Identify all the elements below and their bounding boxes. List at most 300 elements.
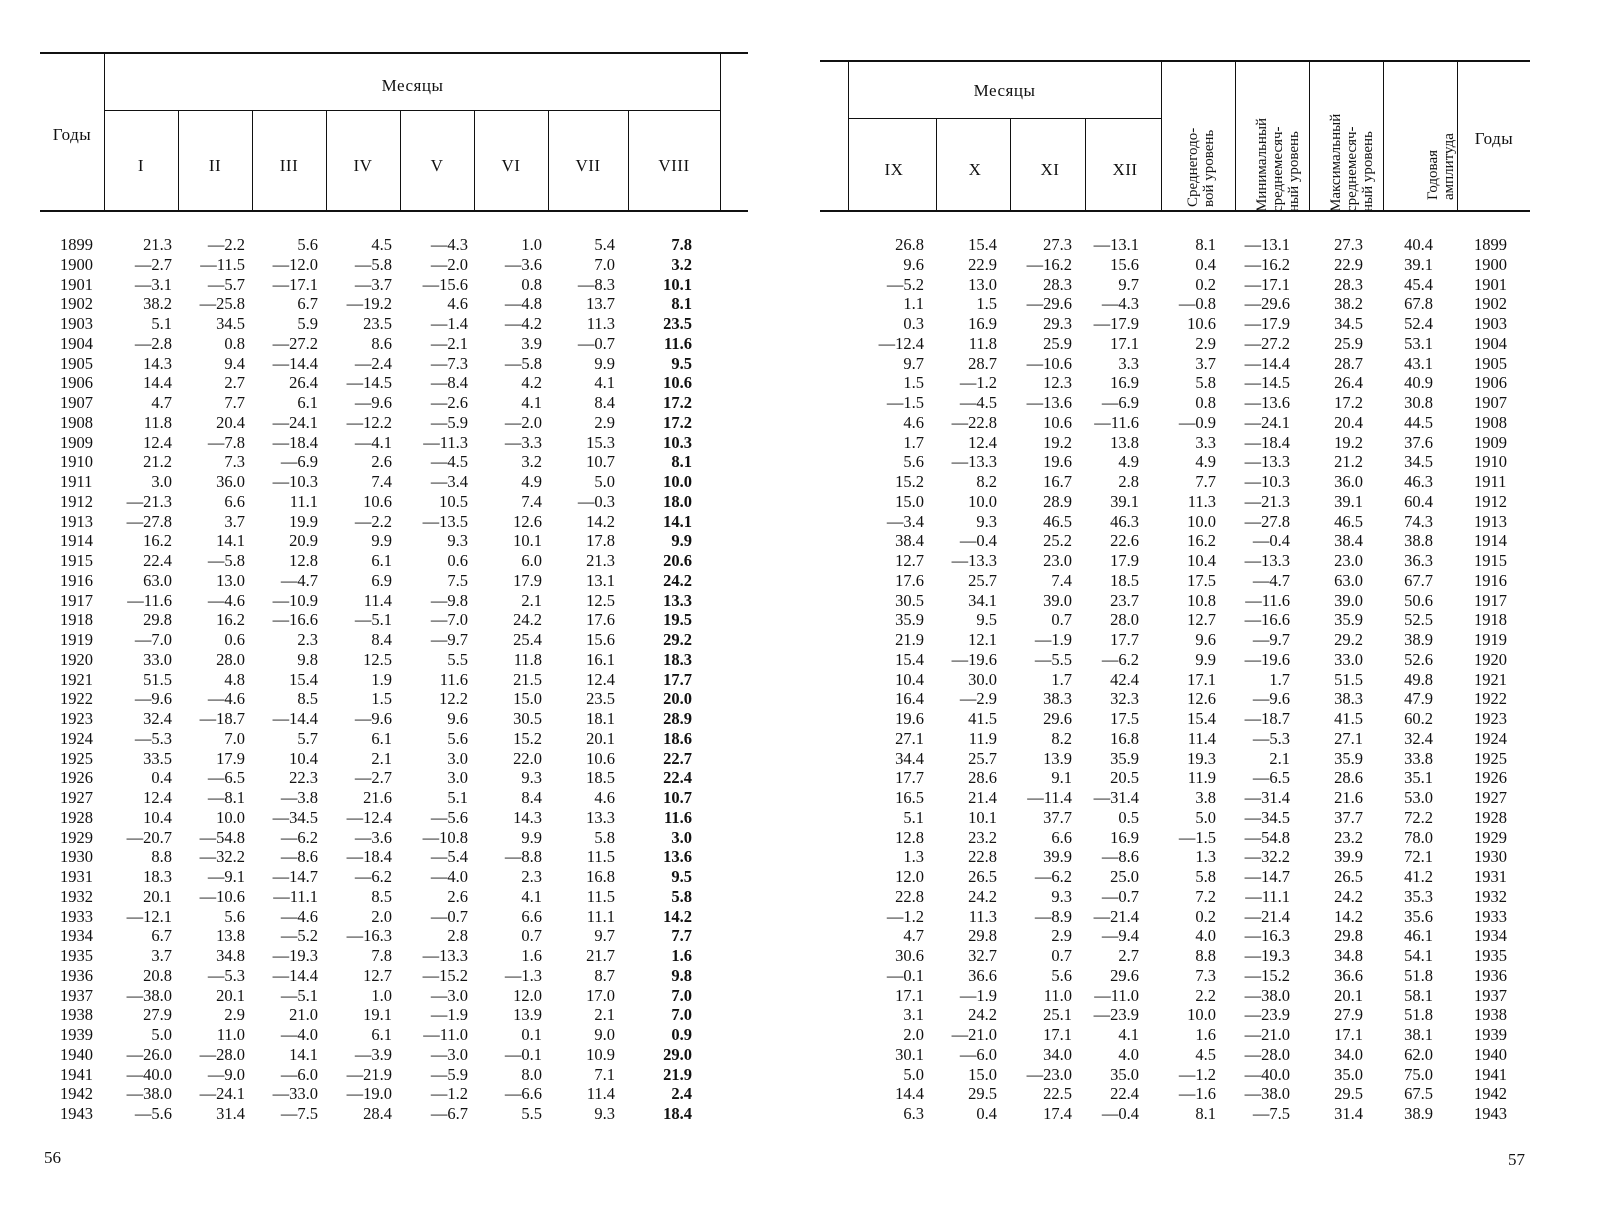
value-cell: 30.5 bbox=[513, 709, 542, 728]
column-divider bbox=[474, 111, 475, 210]
value-cell: —14.5 bbox=[346, 373, 392, 393]
table-row bbox=[0, 275, 790, 295]
value-cell: —0.4 bbox=[1101, 1104, 1139, 1123]
year-cell: 1931 bbox=[60, 867, 93, 886]
table-row bbox=[0, 334, 790, 354]
value-cell: 6.6 bbox=[224, 491, 245, 511]
value-cell: 10.4 bbox=[143, 807, 172, 827]
value-cell: 29.6 bbox=[1043, 709, 1072, 728]
value-cell: 9.8 bbox=[671, 965, 692, 985]
value-cell: 11.1 bbox=[289, 491, 318, 511]
year-cell: 1905 bbox=[1474, 353, 1507, 373]
year-cell: 1921 bbox=[1474, 669, 1507, 689]
value-cell: 0.2 bbox=[1195, 906, 1216, 926]
month-header-1: I bbox=[137, 156, 145, 175]
year-cell: 1899 bbox=[60, 235, 93, 254]
value-cell: 6.1 bbox=[297, 393, 318, 412]
value-cell: —10.3 bbox=[1244, 472, 1290, 491]
value-cell: 8.5 bbox=[297, 689, 318, 709]
value-cell: —13.1 bbox=[1244, 235, 1290, 254]
value-cell: 0.2 bbox=[1195, 274, 1216, 294]
column-divider bbox=[252, 111, 253, 210]
year-cell: 1925 bbox=[1474, 748, 1507, 768]
table-row bbox=[820, 1005, 1600, 1025]
value-cell: 25.0 bbox=[1110, 867, 1139, 886]
mean-level-header-line: вой уровень bbox=[1200, 129, 1217, 207]
value-cell: —2.9 bbox=[959, 689, 997, 709]
value-cell: 11.4 bbox=[586, 1084, 615, 1104]
value-cell: —19.6 bbox=[1244, 649, 1290, 669]
value-cell: —21.0 bbox=[951, 1025, 997, 1044]
value-cell: —7.3 bbox=[430, 353, 468, 373]
table-row bbox=[820, 1045, 1600, 1065]
value-cell: 22.7 bbox=[663, 748, 692, 768]
value-cell: 4.6 bbox=[447, 294, 468, 314]
value-cell: 9.8 bbox=[297, 649, 318, 669]
page-number: 57 bbox=[1508, 1150, 1525, 1169]
value-cell: 10.0 bbox=[1187, 511, 1216, 531]
value-cell: —13.3 bbox=[951, 452, 997, 472]
year-cell: 1907 bbox=[60, 393, 93, 412]
value-cell: —5.9 bbox=[430, 412, 468, 432]
value-cell: 8.7 bbox=[594, 965, 615, 985]
value-cell: —1.2 bbox=[959, 373, 997, 393]
value-cell: —13.3 bbox=[422, 946, 468, 965]
value-cell: 17.7 bbox=[895, 768, 924, 788]
value-cell: 2.9 bbox=[224, 1005, 245, 1025]
value-cell: 25.1 bbox=[1043, 1005, 1072, 1025]
value-cell: —4.5 bbox=[959, 393, 997, 412]
value-cell: —6.7 bbox=[430, 1104, 468, 1123]
value-cell: 14.2 bbox=[663, 906, 692, 926]
value-cell: 2.1 bbox=[521, 590, 542, 610]
value-cell: 7.8 bbox=[371, 946, 392, 965]
value-cell: 2.6 bbox=[447, 886, 468, 906]
value-cell: 14.1 bbox=[663, 511, 692, 531]
value-cell: 15.6 bbox=[1110, 254, 1139, 274]
value-cell: —4.5 bbox=[430, 452, 468, 472]
value-cell: 12.7 bbox=[1187, 610, 1216, 630]
value-cell: 20.1 bbox=[216, 985, 245, 1005]
value-cell: —11.0 bbox=[423, 1025, 468, 1044]
value-cell: 11.3 bbox=[586, 314, 615, 333]
value-cell: —0.4 bbox=[1252, 531, 1290, 551]
value-cell: 28.3 bbox=[1043, 274, 1072, 294]
value-cell: 16.9 bbox=[1110, 373, 1139, 393]
year-cell: 1908 bbox=[1474, 412, 1507, 432]
value-cell: —6.5 bbox=[1252, 768, 1290, 788]
year-cell: 1904 bbox=[1474, 333, 1507, 353]
value-cell: 20.0 bbox=[663, 689, 692, 709]
table-row bbox=[820, 393, 1600, 413]
value-cell: 17.4 bbox=[1043, 1104, 1072, 1123]
value-cell: 15.4 bbox=[1187, 709, 1216, 728]
value-cell: 10.0 bbox=[968, 491, 997, 511]
value-cell: 2.8 bbox=[447, 926, 468, 946]
table-row bbox=[820, 571, 1600, 591]
value-cell: —21.3 bbox=[126, 491, 172, 511]
value-cell: 33.0 bbox=[1334, 649, 1363, 669]
value-cell: 28.0 bbox=[216, 649, 245, 669]
value-cell: 58.1 bbox=[1404, 985, 1433, 1005]
value-cell: 9.7 bbox=[903, 353, 924, 373]
value-cell: —6.9 bbox=[280, 452, 318, 472]
value-cell: —26.0 bbox=[126, 1044, 172, 1064]
value-cell: 6.1 bbox=[371, 1025, 392, 1044]
value-cell: —6.2 bbox=[354, 867, 392, 886]
value-cell: —6.0 bbox=[280, 1064, 318, 1084]
value-cell: —16.6 bbox=[272, 610, 318, 630]
value-cell: —14.4 bbox=[272, 709, 318, 728]
table-row bbox=[0, 413, 790, 433]
value-cell: 7.0 bbox=[224, 728, 245, 748]
year-cell: 1937 bbox=[60, 985, 93, 1005]
year-cell: 1927 bbox=[60, 788, 93, 807]
value-cell: 8.2 bbox=[1051, 728, 1072, 748]
table-row bbox=[0, 966, 790, 986]
table-row bbox=[0, 768, 790, 788]
year-cell: 1924 bbox=[1474, 728, 1507, 748]
value-cell: 39.9 bbox=[1043, 847, 1072, 867]
table-row bbox=[0, 1005, 790, 1025]
value-cell: —17.1 bbox=[272, 274, 318, 294]
value-cell: 50.6 bbox=[1404, 590, 1433, 610]
value-cell: —18.7 bbox=[199, 709, 245, 728]
year-cell: 1938 bbox=[1474, 1005, 1507, 1025]
value-cell: 32.4 bbox=[1404, 728, 1433, 748]
value-cell: 21.2 bbox=[1334, 452, 1363, 472]
value-cell: 12.6 bbox=[1187, 689, 1216, 709]
value-cell: 22.5 bbox=[1043, 1084, 1072, 1104]
value-cell: 5.8 bbox=[1195, 867, 1216, 886]
value-cell: —1.9 bbox=[959, 985, 997, 1005]
value-cell: —40.0 bbox=[126, 1064, 172, 1084]
value-cell: 23.5 bbox=[663, 314, 692, 333]
value-cell: 4.7 bbox=[903, 926, 924, 946]
value-cell: 1.5 bbox=[976, 294, 997, 314]
value-cell: 16.5 bbox=[895, 788, 924, 807]
month-header-4: IV bbox=[353, 156, 373, 175]
value-cell: —23.9 bbox=[1244, 1005, 1290, 1025]
value-cell: 2.0 bbox=[371, 906, 392, 926]
value-cell: 17.9 bbox=[513, 570, 542, 590]
value-cell: —0.8 bbox=[1178, 294, 1216, 314]
value-cell: 40.4 bbox=[1404, 235, 1433, 254]
value-cell: 5.1 bbox=[151, 314, 172, 333]
column-divider bbox=[720, 54, 721, 210]
value-cell: 5.7 bbox=[297, 728, 318, 748]
value-cell: 20.1 bbox=[586, 728, 615, 748]
value-cell: 16.9 bbox=[1110, 827, 1139, 847]
value-cell: 4.8 bbox=[224, 669, 245, 689]
value-cell: 29.5 bbox=[1334, 1084, 1363, 1104]
min-level-header-line: ный уровень bbox=[1285, 131, 1302, 212]
value-cell: 41.5 bbox=[968, 709, 997, 728]
value-cell: 11.6 bbox=[664, 333, 692, 353]
value-cell: 4.5 bbox=[1195, 1044, 1216, 1064]
value-cell: 12.0 bbox=[513, 985, 542, 1005]
month-header-8: VIII bbox=[658, 156, 690, 175]
value-cell: 20.4 bbox=[216, 412, 245, 432]
year-cell: 1909 bbox=[60, 432, 93, 452]
value-cell: 17.9 bbox=[216, 748, 245, 768]
value-cell: 7.7 bbox=[224, 393, 245, 412]
table-row bbox=[0, 907, 790, 927]
value-cell: 9.4 bbox=[224, 353, 245, 373]
value-cell: —9.4 bbox=[1101, 926, 1139, 946]
year-cell: 1930 bbox=[1474, 847, 1507, 867]
value-cell: 9.5 bbox=[671, 353, 692, 373]
value-cell: —14.7 bbox=[272, 867, 318, 886]
value-cell: 21.4 bbox=[968, 788, 997, 807]
value-cell: 29.2 bbox=[1334, 630, 1363, 649]
value-cell: —1.5 bbox=[886, 393, 924, 412]
value-cell: 27.9 bbox=[143, 1005, 172, 1025]
year-cell: 1910 bbox=[1474, 452, 1507, 472]
value-cell: 1.6 bbox=[671, 946, 692, 965]
value-cell: 2.4 bbox=[671, 1084, 692, 1104]
value-cell: —2.2 bbox=[354, 511, 392, 531]
value-cell: 14.1 bbox=[289, 1044, 318, 1064]
value-cell: —11.1 bbox=[273, 886, 318, 906]
value-cell: 19.9 bbox=[289, 511, 318, 531]
value-cell: 39.1 bbox=[1110, 491, 1139, 511]
value-cell: —10.8 bbox=[422, 827, 468, 847]
value-cell: 16.8 bbox=[1110, 728, 1139, 748]
year-cell: 1943 bbox=[1474, 1104, 1507, 1123]
value-cell: 17.1 bbox=[1334, 1025, 1363, 1044]
value-cell: 20.8 bbox=[143, 965, 172, 985]
value-cell: —19.6 bbox=[951, 649, 997, 669]
value-cell: 1.6 bbox=[1195, 1025, 1216, 1044]
table-row bbox=[820, 294, 1600, 314]
value-cell: 9.3 bbox=[594, 1104, 615, 1123]
value-cell: 19.5 bbox=[663, 610, 692, 630]
table-row bbox=[0, 551, 790, 571]
value-cell: 38.4 bbox=[895, 531, 924, 551]
table-top-rule bbox=[820, 60, 1530, 62]
value-cell: —4.3 bbox=[430, 235, 468, 254]
value-cell: —1.2 bbox=[886, 906, 924, 926]
value-cell: 29.8 bbox=[1334, 926, 1363, 946]
value-cell: 19.3 bbox=[1187, 748, 1216, 768]
value-cell: —4.8 bbox=[504, 294, 542, 314]
value-cell: 32.3 bbox=[1110, 689, 1139, 709]
value-cell: —13.3 bbox=[1244, 452, 1290, 472]
value-cell: 41.5 bbox=[1334, 709, 1363, 728]
value-cell: 3.0 bbox=[447, 748, 468, 768]
value-cell: 12.8 bbox=[289, 551, 318, 570]
table-row bbox=[820, 610, 1600, 630]
year-cell: 1931 bbox=[1474, 867, 1507, 886]
year-cell: 1909 bbox=[1474, 432, 1507, 452]
value-cell: 17.1 bbox=[1110, 333, 1139, 353]
year-cell: 1899 bbox=[1474, 235, 1507, 254]
value-cell: 6.3 bbox=[903, 1104, 924, 1123]
value-cell: 10.8 bbox=[1187, 590, 1216, 610]
value-cell: 13.0 bbox=[968, 274, 997, 294]
table-row bbox=[820, 986, 1600, 1006]
year-cell: 1902 bbox=[1474, 294, 1507, 314]
value-cell: 37.7 bbox=[1334, 807, 1363, 827]
value-cell: 21.9 bbox=[663, 1064, 692, 1084]
value-cell: 34.0 bbox=[1043, 1044, 1072, 1064]
value-cell: —34.5 bbox=[1244, 807, 1290, 827]
right-page bbox=[820, 0, 1600, 1211]
value-cell: 22.4 bbox=[663, 768, 692, 788]
value-cell: —7.5 bbox=[280, 1104, 318, 1123]
value-cell: 28.4 bbox=[363, 1104, 392, 1123]
value-cell: 4.7 bbox=[151, 393, 172, 412]
value-cell: 67.8 bbox=[1404, 294, 1433, 314]
year-cell: 1919 bbox=[1474, 630, 1507, 649]
value-cell: 63.0 bbox=[143, 570, 172, 590]
value-cell: 35.1 bbox=[1404, 768, 1433, 788]
value-cell: —3.0 bbox=[430, 985, 468, 1005]
column-divider bbox=[1161, 62, 1162, 210]
year-cell: 1934 bbox=[60, 926, 93, 946]
value-cell: 22.9 bbox=[1334, 254, 1363, 274]
value-cell: 11.8 bbox=[513, 649, 542, 669]
table-row bbox=[0, 630, 790, 650]
value-cell: 38.2 bbox=[143, 294, 172, 314]
value-cell: 16.8 bbox=[586, 867, 615, 886]
value-cell: —4.7 bbox=[280, 570, 318, 590]
value-cell: —5.3 bbox=[207, 965, 245, 985]
value-cell: 38.4 bbox=[1334, 531, 1363, 551]
value-cell: 21.6 bbox=[363, 788, 392, 807]
year-cell: 1921 bbox=[60, 669, 93, 689]
value-cell: 51.5 bbox=[143, 669, 172, 689]
year-cell: 1914 bbox=[60, 531, 93, 551]
value-cell: 5.5 bbox=[521, 1104, 542, 1123]
value-cell: 31.4 bbox=[1334, 1104, 1363, 1123]
value-cell: 11.3 bbox=[968, 906, 997, 926]
value-cell: 14.4 bbox=[143, 373, 172, 393]
value-cell: —2.7 bbox=[134, 254, 172, 274]
max-level-header-line: Максимальный bbox=[1328, 113, 1344, 212]
year-cell: 1933 bbox=[1474, 906, 1507, 926]
table-row bbox=[0, 1104, 790, 1124]
value-cell: 34.5 bbox=[1334, 314, 1363, 333]
table-row bbox=[0, 1045, 790, 1065]
value-cell: —2.1 bbox=[430, 333, 468, 353]
value-cell: —9.7 bbox=[1252, 630, 1290, 649]
value-cell: —9.6 bbox=[134, 689, 172, 709]
value-cell: 34.8 bbox=[1334, 946, 1363, 965]
value-cell: —10.3 bbox=[272, 472, 318, 491]
value-cell: —1.3 bbox=[504, 965, 542, 985]
value-cell: —11.6 bbox=[127, 590, 172, 610]
value-cell: 8.1 bbox=[1195, 235, 1216, 254]
value-cell: 35.0 bbox=[1110, 1064, 1139, 1084]
value-cell: 17.7 bbox=[1110, 630, 1139, 649]
value-cell: —14.7 bbox=[1244, 867, 1290, 886]
year-cell: 1917 bbox=[60, 590, 93, 610]
value-cell: 33.8 bbox=[1404, 748, 1433, 768]
value-cell: —14.5 bbox=[1244, 373, 1290, 393]
value-cell: 21.3 bbox=[143, 235, 172, 254]
value-cell: 11.8 bbox=[143, 412, 172, 432]
value-cell: 10.4 bbox=[1187, 551, 1216, 570]
column-divider bbox=[1085, 119, 1086, 210]
value-cell: 51.8 bbox=[1404, 965, 1433, 985]
value-cell: 32.4 bbox=[143, 709, 172, 728]
value-cell: —0.7 bbox=[1101, 886, 1139, 906]
value-cell: 51.8 bbox=[1404, 1005, 1433, 1025]
year-cell: 1911 bbox=[1474, 472, 1507, 491]
value-cell: 3.7 bbox=[1195, 353, 1216, 373]
table-row bbox=[820, 749, 1600, 769]
table-row bbox=[0, 452, 790, 472]
value-cell: —3.1 bbox=[134, 274, 172, 294]
value-cell: 26.5 bbox=[968, 867, 997, 886]
value-cell: 1.1 bbox=[903, 294, 924, 314]
value-cell: 18.5 bbox=[1110, 570, 1139, 590]
value-cell: 23.2 bbox=[968, 827, 997, 847]
value-cell: —3.4 bbox=[430, 472, 468, 491]
value-cell: 22.6 bbox=[1110, 531, 1139, 551]
value-cell: 20.6 bbox=[663, 551, 692, 570]
value-cell: —2.0 bbox=[430, 254, 468, 274]
value-cell: 15.0 bbox=[513, 689, 542, 709]
value-cell: 46.3 bbox=[1110, 511, 1139, 531]
value-cell: 3.1 bbox=[903, 1005, 924, 1025]
value-cell: 9.1 bbox=[1051, 768, 1072, 788]
value-cell: —5.5 bbox=[1034, 649, 1072, 669]
value-cell: 19.6 bbox=[1043, 452, 1072, 472]
value-cell: 0.8 bbox=[521, 274, 542, 294]
value-cell: —31.4 bbox=[1093, 788, 1139, 807]
value-cell: 7.1 bbox=[594, 1064, 615, 1084]
value-cell: 52.5 bbox=[1404, 610, 1433, 630]
value-cell: —6.5 bbox=[207, 768, 245, 788]
value-cell: 3.0 bbox=[671, 827, 692, 847]
table-row bbox=[820, 1025, 1600, 1045]
value-cell: 35.9 bbox=[1334, 748, 1363, 768]
value-cell: 2.7 bbox=[224, 373, 245, 393]
value-cell: —27.8 bbox=[126, 511, 172, 531]
value-cell: —6.2 bbox=[1101, 649, 1139, 669]
column-divider bbox=[400, 111, 401, 210]
value-cell: 15.4 bbox=[968, 235, 997, 254]
value-cell: 29.5 bbox=[968, 1084, 997, 1104]
value-cell: 13.3 bbox=[663, 590, 692, 610]
value-cell: 11.6 bbox=[664, 807, 692, 827]
value-cell: 12.4 bbox=[968, 432, 997, 452]
value-cell: 7.5 bbox=[447, 570, 468, 590]
table-row bbox=[0, 986, 790, 1006]
value-cell: 9.3 bbox=[1051, 886, 1072, 906]
value-cell: 26.8 bbox=[895, 235, 924, 254]
value-cell: 33.5 bbox=[143, 748, 172, 768]
table-row bbox=[0, 255, 790, 275]
value-cell: —4.7 bbox=[1252, 570, 1290, 590]
value-cell: —3.9 bbox=[354, 1044, 392, 1064]
value-cell: 12.0 bbox=[895, 867, 924, 886]
value-cell: 30.8 bbox=[1404, 393, 1433, 412]
value-cell: —21.4 bbox=[1244, 906, 1290, 926]
value-cell: —17.1 bbox=[1244, 274, 1290, 294]
table-row bbox=[0, 354, 790, 374]
value-cell: 20.5 bbox=[1110, 768, 1139, 788]
value-cell: —3.6 bbox=[354, 827, 392, 847]
value-cell: —7.5 bbox=[1252, 1104, 1290, 1123]
value-cell: 5.6 bbox=[1051, 965, 1072, 985]
value-cell: 4.9 bbox=[1118, 452, 1139, 472]
value-cell: —0.1 bbox=[886, 965, 924, 985]
value-cell: 5.4 bbox=[594, 235, 615, 254]
